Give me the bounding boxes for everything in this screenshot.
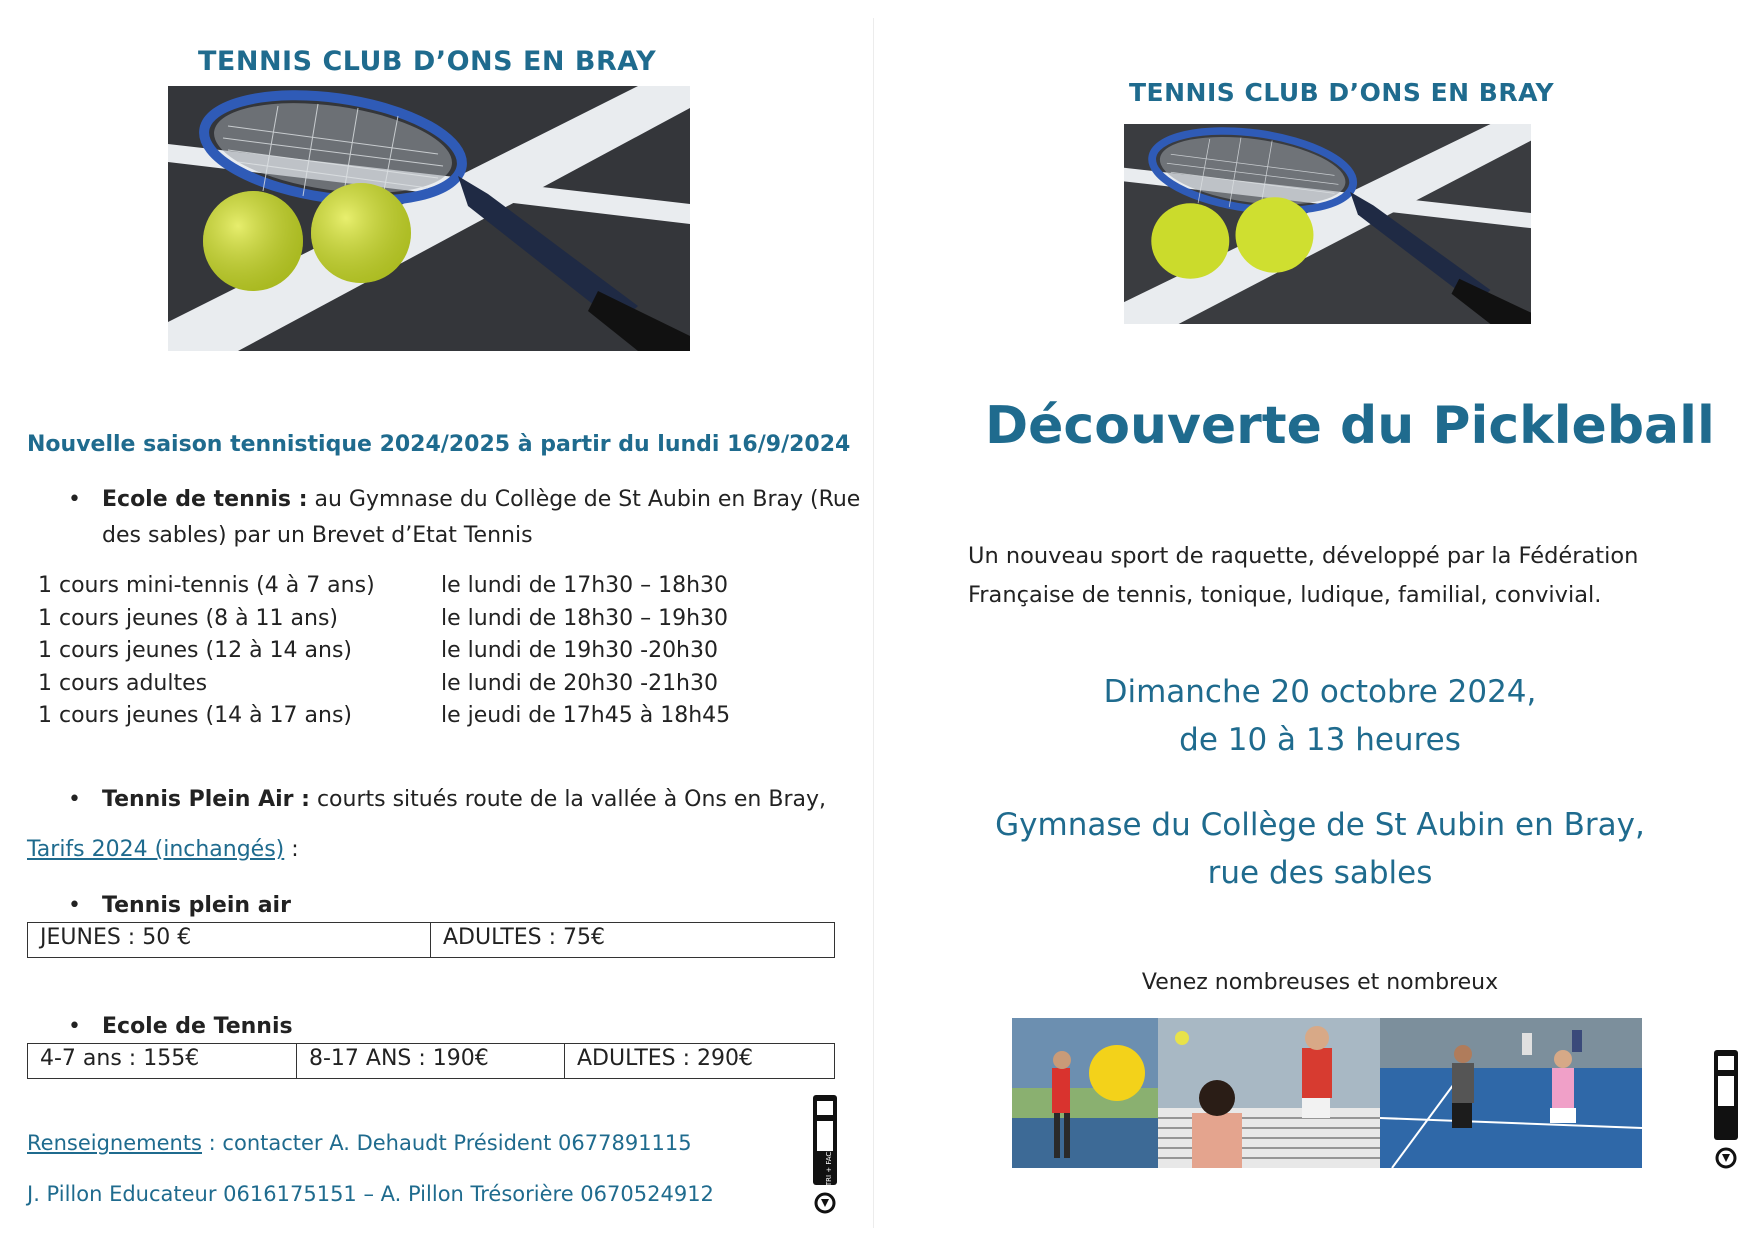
pickleball-headline: Découverte du Pickleball [985, 396, 1715, 456]
ecole-de-tennis-item [68, 482, 861, 554]
schedule-time: le lundi de 20h30 -21h30 [441, 670, 718, 696]
place-line-2: rue des sables [1207, 855, 1433, 891]
ecole-label: Ecole de tennis : [102, 487, 308, 512]
ecole-price-table [27, 1043, 835, 1079]
tarifs-label: Tarifs 2024 (inchangés) [27, 837, 285, 862]
page-fold-divider [873, 18, 874, 1228]
date-line-1: Dimanche 20 octobre 2024, [1103, 674, 1537, 710]
plein-air-label: Tennis Plein Air : [102, 787, 310, 812]
contacts-line: J. Pillon Educateur 0616175151 – A. Pillon Trésorière 0670524912 [27, 1182, 714, 1206]
plein-air-price-label: Tennis plein air [102, 893, 291, 918]
schedule-course: 1 cours jeunes (8 à 11 ans) [38, 605, 339, 631]
schedule-time: le lundi de 18h30 – 19h30 [441, 605, 729, 631]
plein-air-item [68, 782, 826, 818]
tennis-racket-photo-small [1124, 124, 1531, 324]
plein-air-price-table [27, 922, 835, 958]
plein-air-text: courts situés route de la vallée à Ons en Bray, [309, 787, 826, 812]
pickleball-players-photo [1012, 1018, 1642, 1168]
left-club-title: TENNIS CLUB D’ONS EN BRAY [198, 46, 657, 77]
right-club-title: TENNIS CLUB D’ONS EN BRAY [1129, 78, 1555, 107]
price-cell-adultes: ADULTES : 75€ [443, 925, 606, 950]
bullet-icon: • [68, 787, 81, 812]
price-cell-8-17: 8-17 ANS : 190€ [297, 1044, 565, 1078]
bullet-icon: • [68, 487, 81, 512]
event-place [900, 801, 1740, 897]
saison-heading: Nouvelle saison tennistique 2024/2025 à partir du lundi 16/9/2024 [27, 432, 851, 457]
price-cell-4-7: 4-7 ans : 155€ [28, 1044, 297, 1078]
price-cell-jeunes: JEUNES : 50 € [28, 923, 431, 957]
schedule-time: le lundi de 17h30 – 18h30 [441, 573, 729, 598]
date-line-2: de 10 à 13 heures [1179, 722, 1461, 758]
tennis-racket-photo [168, 86, 690, 351]
renseignements-line [27, 1131, 692, 1155]
renseignements-text: : contacter A. Dehaudt Président 0677891115 [202, 1131, 692, 1155]
ecole-text-2: des sables) par un Brevet d’Etat Tennis [102, 523, 533, 548]
pickleball-description: Un nouveau sport de raquette, développé par la Fédération Française de tennis, tonique, ludique, familial, convivial. [968, 543, 1639, 608]
tarifs-heading [27, 837, 299, 862]
bullet-icon: • [68, 1014, 81, 1039]
tarifs-suffix: : [284, 837, 299, 862]
ecole-price-heading [68, 1009, 293, 1045]
recycle-label: LE TRI + FACILE [825, 1141, 833, 1197]
schedule-time: le jeudi de 17h45 à 18h45 [441, 703, 731, 728]
event-date [900, 668, 1740, 764]
schedule-time: le lundi de 19h30 -20h30 [441, 638, 718, 663]
renseignements-label: Renseignements [27, 1131, 202, 1155]
bullet-icon: • [68, 893, 81, 918]
plein-air-price-heading [68, 888, 291, 924]
recycling-logo-right [1713, 1050, 1739, 1172]
schedule-course: 1 cours jeunes (12 à 14 ans) [38, 638, 353, 663]
schedule-course: 1 cours mini-tennis (4 à 7 ans) [38, 573, 375, 598]
ecole-text-1: au Gymnase du Collège de St Aubin en Bray (Rue [307, 487, 861, 512]
recycling-logo [812, 1095, 838, 1217]
place-line-1: Gymnase du Collège de St Aubin en Bray, [995, 807, 1645, 843]
schedule-course: 1 cours jeunes (14 à 17 ans) [38, 703, 353, 728]
invite-text: Venez nombreuses et nombreux [1141, 970, 1499, 995]
schedule-course: 1 cours adultes [38, 670, 208, 696]
price-cell-adultes: ADULTES : 290€ [577, 1046, 754, 1071]
ecole-price-label: Ecole de Tennis [102, 1014, 293, 1039]
